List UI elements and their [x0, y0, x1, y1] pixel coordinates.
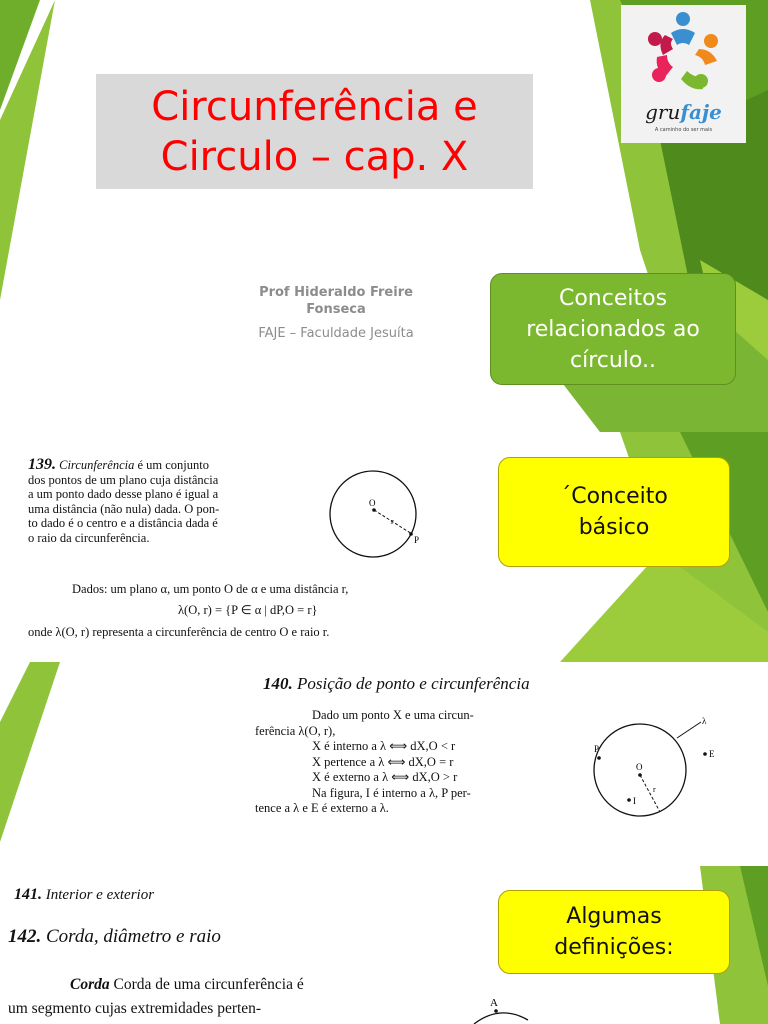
text-line: ferência λ(O, r),	[255, 723, 336, 738]
circle-figure	[325, 468, 435, 560]
item-heading	[263, 674, 530, 694]
text-line: Corda de uma circunferência é	[113, 976, 304, 993]
label-O: O	[369, 498, 376, 508]
title-line-2: Circulo – cap. X	[160, 133, 469, 180]
text-line: uma distância (não nula) dada. O pon-	[28, 501, 220, 516]
people-circle-icon	[621, 5, 746, 100]
onde-line: onde λ(O, r) representa a circunferência de centro O e raio r.	[28, 625, 330, 639]
callout-text: ´Conceito básico	[560, 484, 668, 540]
callout-text: Algumas definições:	[554, 904, 674, 960]
slide-point-position	[0, 662, 768, 866]
concepts-callout: Conceitos relacionados ao círculo..	[490, 273, 736, 385]
title-line-1: Circunferência e	[151, 83, 478, 130]
institution: FAJE – Faculdade Jesuíta	[258, 326, 414, 341]
logo-tagline: A caminho do ser mais	[654, 127, 713, 133]
label-I: I	[633, 796, 636, 806]
definition-140	[255, 708, 535, 817]
label-P: P	[414, 535, 420, 545]
grufaje-logo	[621, 5, 746, 143]
item-title: Corda, diâmetro e raio	[46, 926, 221, 947]
text-line: X é externo a λ ⟺ dX,O > r	[312, 770, 458, 784]
label-lambda: λ	[702, 716, 707, 726]
item-title: Interior e exterior	[45, 887, 155, 903]
label-O: O	[636, 762, 643, 772]
label-r: r	[653, 785, 656, 794]
dados-line: Dados: um plano α, um ponto O de α e uma distância r,	[72, 582, 349, 596]
basic-concept-callout	[498, 457, 730, 567]
label-P: P	[594, 744, 600, 754]
item-title: Circunferência	[59, 458, 135, 472]
text-line: Dado um ponto X e uma circun-	[312, 708, 474, 722]
definitions-callout	[498, 890, 730, 974]
text-line: é um conjunto	[137, 458, 209, 472]
text-line: X é interno a λ ⟺ dX,O < r	[312, 739, 456, 753]
item-number: 141.	[14, 886, 42, 903]
chord-figure	[470, 990, 530, 1024]
author-name	[236, 284, 436, 318]
item-number: 139.	[28, 456, 56, 473]
item-number: 140.	[263, 674, 293, 693]
author-line-2: Fonseca	[306, 302, 366, 317]
book-excerpt-140	[255, 662, 758, 866]
position-figure	[585, 712, 725, 822]
definition-139	[28, 458, 273, 545]
text-line: dos pontos de um plano cuja distância	[28, 472, 219, 487]
label-r: r	[391, 517, 394, 526]
label-A: A	[490, 997, 498, 1009]
text-line: tence a λ e E é externo a λ.	[255, 801, 389, 815]
text-line: to dado é o centro e a distância dada é	[28, 516, 218, 530]
title-box	[96, 74, 533, 189]
logo-wordmark: grufaje	[645, 100, 722, 124]
item-number: 142.	[8, 926, 42, 947]
slide-basic-concept	[0, 432, 768, 662]
formula: λ(O, r) = {P ∈ α | dP,O = r}	[178, 603, 318, 617]
item-title: Posição de ponto e circunferência	[297, 674, 530, 693]
corda-line-2: um segmento cujas extremidades perten-	[8, 1000, 262, 1017]
text-line: o raio da circunferência.	[28, 530, 150, 545]
text-line: X pertence a λ ⟺ dX,O = r	[312, 754, 454, 769]
text-line: Na figura, I é interno a λ, P per-	[312, 785, 471, 800]
author-line-1: Prof Hideraldo Freire	[259, 285, 413, 300]
text-line: a um ponto dado desse plano é igual a	[28, 487, 219, 501]
slide-definitions	[0, 866, 768, 1024]
slide-title	[0, 0, 768, 432]
label-E: E	[709, 749, 715, 759]
item-141	[14, 886, 154, 904]
item-142	[8, 926, 221, 948]
corda-line-1: Corda Corda de uma circunferência é	[70, 976, 304, 993]
